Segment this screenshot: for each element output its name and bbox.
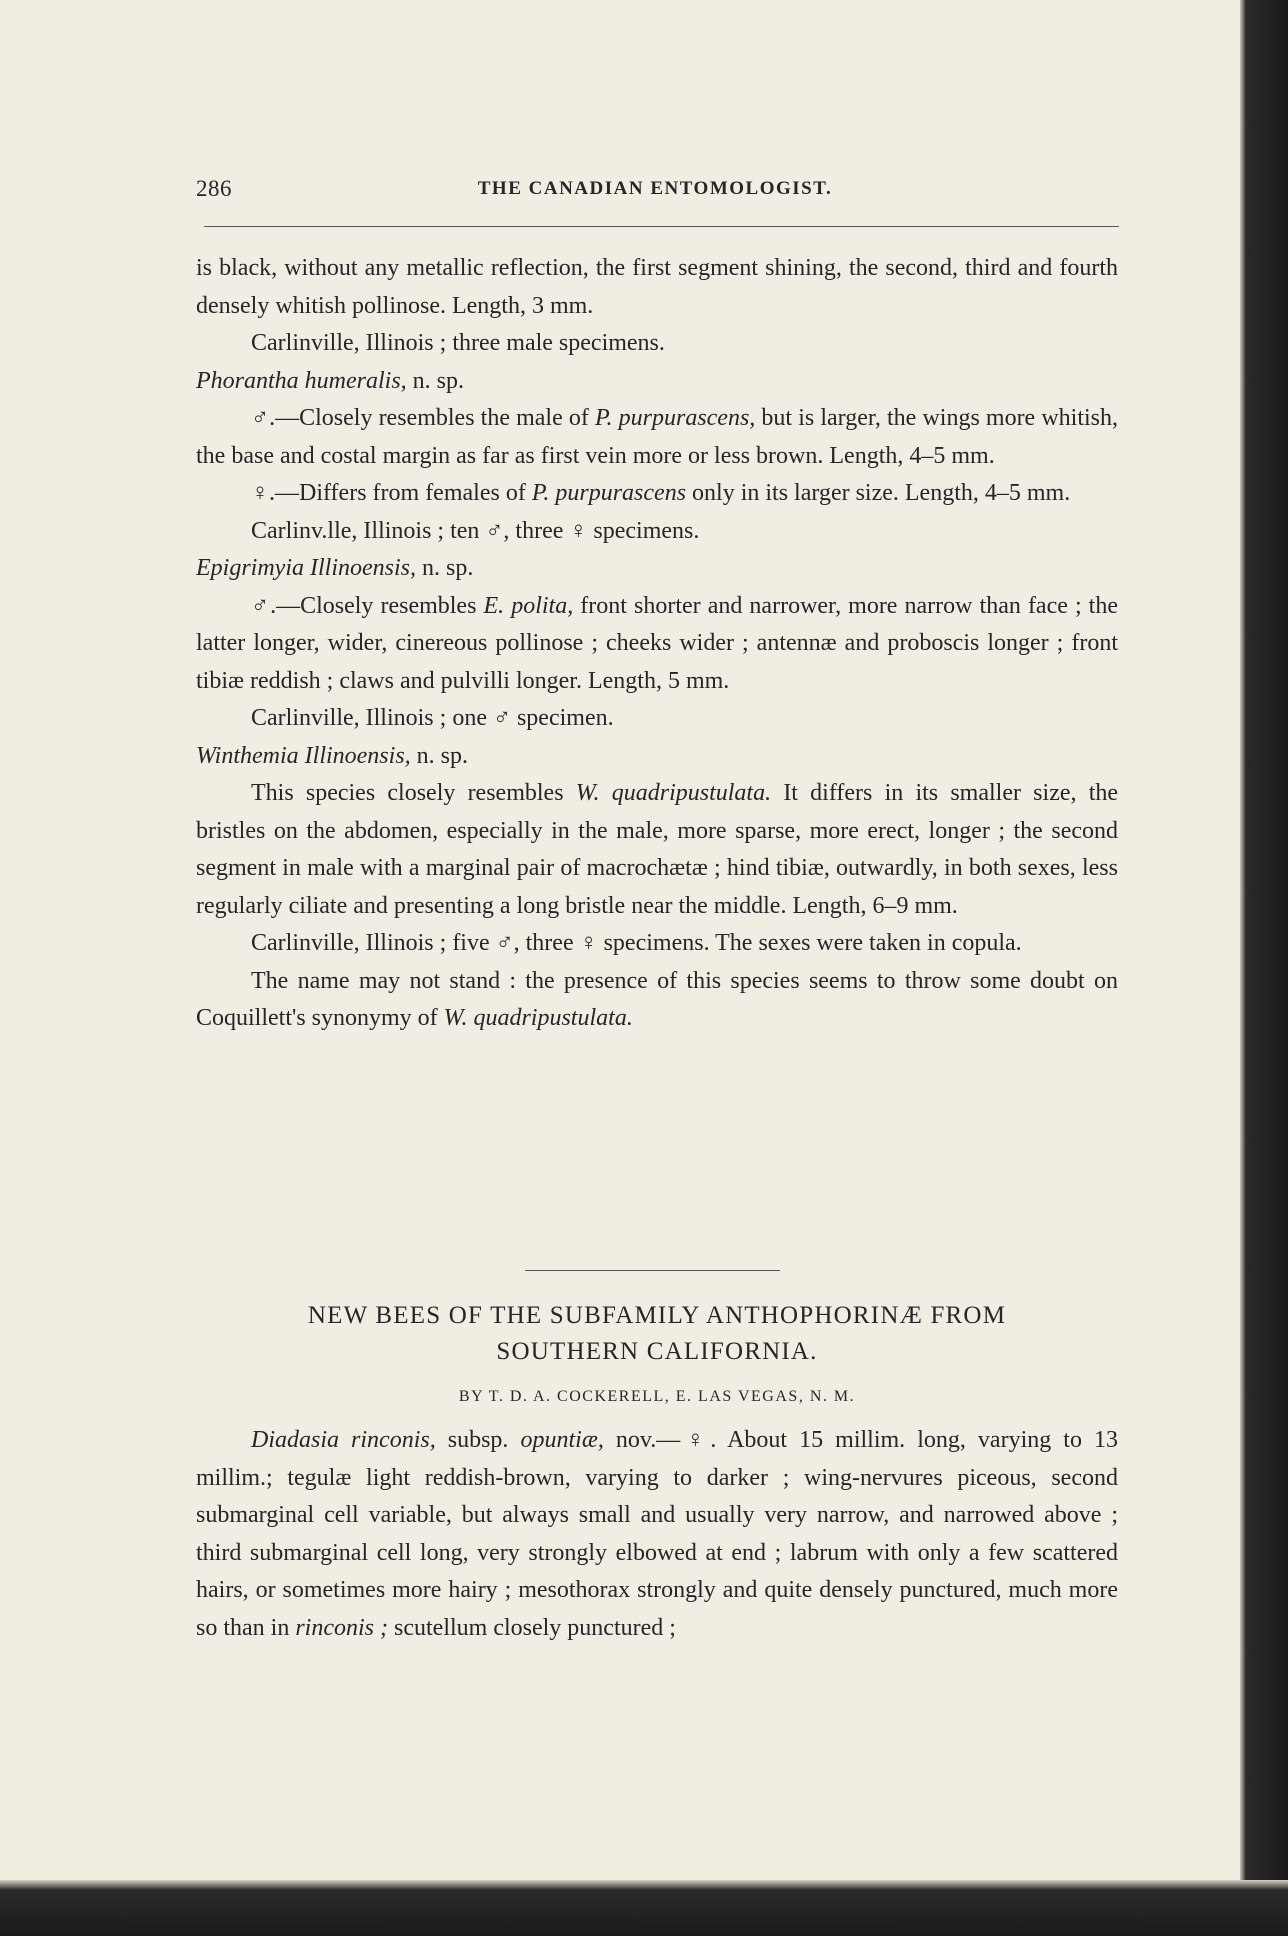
locality-line: Carlinville, Illinois ; five ♂, three ♀ specimens. The sexes were taken in copula. [251,930,1022,956]
body-text [196,250,1118,1038]
book-edge-right [1240,0,1288,1936]
book-edge-bottom [0,1880,1288,1936]
taxonomic-note [196,963,1118,1038]
male-description [196,400,1118,475]
desc-text: The name may not stand : the presence of this species seems to throw some doubt on Coquillett's synonymy of [196,967,1118,1031]
page-header [190,176,1120,206]
desc-text: subsp. [435,1427,521,1453]
article-title-line-1: NEW BEES OF THE SUBFAMILY ANTHOPHORINÆ FROM [307,1302,1007,1329]
species-suffix: n. sp. [406,367,465,394]
desc-text: ♂.—Closely resembles [251,592,484,619]
locality-line: Carlinville, Illinois ; one ♂ specimen. [251,705,614,731]
species-ref: P. purpurascens [531,480,687,506]
species-name: Phorantha humeralis, [196,367,407,394]
species-heading-phorantha [196,363,1118,401]
running-head: THE CANADIAN ENTOMOLOGIST. [477,178,833,199]
species-ref: E. polita, [483,592,574,619]
section-rule [525,1270,780,1271]
species-name: Epigrimyia Illinoensis, [196,555,416,581]
species-heading-epigrimyia [196,550,1118,588]
species-ref: P. purpurascens, [594,405,756,431]
desc-text: scutellum closely punctured ; [388,1614,676,1641]
species-heading-winthemia [196,738,1118,776]
paragraph-continuation: is black, without any metallic reflection, the first segment shining, the second, third and fourth densely whitish pollinose. Length, 3 mm. [196,255,1118,319]
species-description [196,775,1118,925]
species-name: Diadasia rinconis, [251,1427,436,1453]
desc-text: ♂.—Closely resembles the male of [251,405,595,431]
article-title-line-2: SOUTHERN CALIFORNIA. [496,1338,818,1365]
article-section [196,1298,1118,1647]
species-ref: rinconis ; [295,1614,388,1641]
article-byline: BY T. D. A. COCKERELL, E. LAS VEGAS, N. M. [458,1388,856,1405]
desc-text: only in its larger size. Length, 4–5 mm. [686,480,1071,506]
locality-line: Carlinville, Illinois ; three male specimens. [251,330,665,356]
species-ref: W. quadripustulata. [443,1005,633,1031]
desc-text: but is larger, the wings more whitish, the base and costal margin as far as first vein more or less brown. Length, 4–5 mm. [196,405,1119,469]
female-description [196,475,1118,513]
male-description [196,588,1118,701]
species-suffix: n. sp. [415,555,474,581]
desc-text: front shorter and narrower, more narrow than face ; the latter longer, wider, cinereous pollinose ; cheeks wider ; antennæ and proboscis longer ; front tibiæ reddish ; claws and pulvilli longer. Length, 5 mm. [196,592,1118,694]
article-first-paragraph [196,1422,1118,1647]
desc-text: nov.—♀. About 15 millim. long, varying to 13 millim.; tegulæ light reddish-brown, varying to darker ; wing-nervures piceous, second submarginal cell variable, but always small and usually very narrow, and narrowed above ; third submarginal cell long, very strongly elbowed at end ; labrum with only a few scattered hairs, or sometimes more hairy ; mesothorax strongly and quite densely punctured, much more so than in [196,1427,1118,1641]
desc-text: This species closely resembles [251,780,576,806]
header-rule [204,226,1119,227]
species-suffix: n. sp. [410,742,468,769]
locality-line: Carlinv.lle, Illinois ; ten ♂, three ♀ specimens. [251,517,700,544]
species-ref: W. quadripustulata. [575,780,772,806]
page-number: 286 [196,176,232,201]
subspecies-name: opuntiæ, [520,1427,604,1453]
desc-text: ♀.—Differs from females of [251,480,532,506]
species-name: Winthemia Illinoensis, [196,742,411,769]
desc-text: It differs in its smaller size, the bristles on the abdomen, especially in the male, more sparse, more erect, longer ; the second segment in male with a marginal pair of macrochætæ ; hind tibiæ, outwardly, in both sexes, less regularly ciliate and presenting a long bristle near the middle. Length, 6–9 mm. [196,780,1119,919]
